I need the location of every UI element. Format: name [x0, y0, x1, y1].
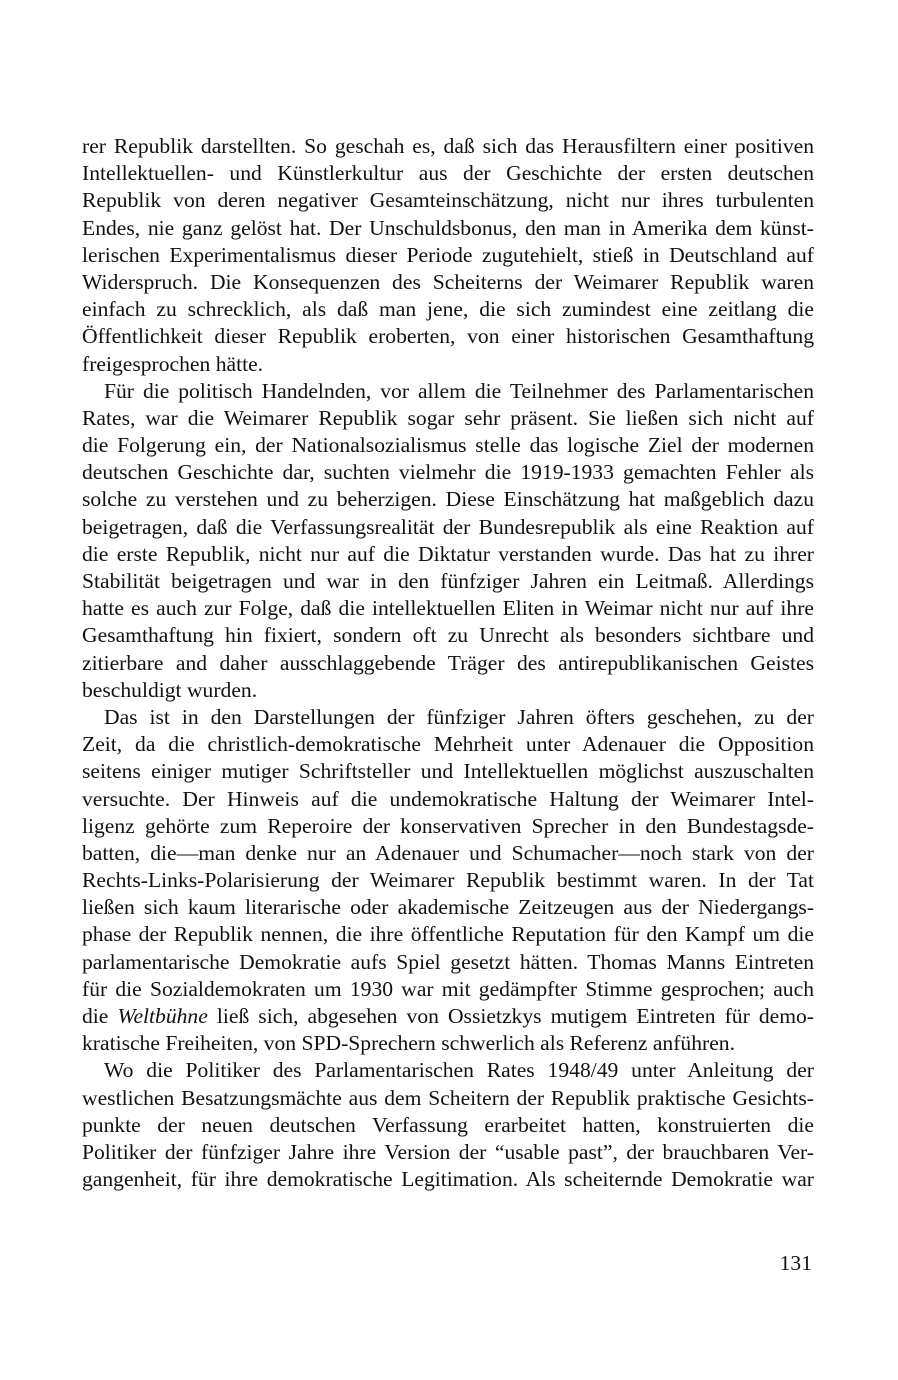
paragraph: [82, 378, 814, 704]
text-line: Gesamthaftung hin fixiert, sondern oft zu Unrecht als besonders sichtbare und: [82, 623, 814, 648]
text-line: Widerspruch. Die Konsequenzen des Scheiterns der Weimarer Republik waren: [82, 269, 814, 294]
text-line: Stabilität beigetragen und war in den fünfziger Jahren ein Leitmaß. Allerdings: [82, 569, 814, 593]
text-line: hatte es auch zur Folge, daß die intellektuellen Eliten in Weimar nicht nur auf ihre: [82, 596, 814, 621]
paragraph: [82, 133, 814, 378]
paragraph: [82, 704, 814, 1057]
text-line: zitierbare and daher ausschlaggebende Träger des antirepublikanischen Geistes: [82, 650, 814, 675]
text-line: beigetragen, daß die Verfassungsrealität der Bundesrepublik als eine Reaktion auf: [82, 514, 814, 539]
text-line: seitens einiger mutiger Schriftsteller und Intellektuellen möglichst auszuschalten: [82, 759, 814, 784]
text-line: lerischen Experimentalismus dieser Periode zugutehielt, stieß in Deutschland auf: [82, 242, 814, 267]
text-line: rer Republik darstellten. So geschah es, daß sich das Herausfiltern einer positiven: [82, 134, 814, 158]
text-line: Zeit, da die christlich-demokratische Mehrheit unter Adenauer die Opposition: [82, 732, 814, 757]
body-text: [82, 133, 814, 1193]
text-line: die erste Republik, nicht nur auf die Diktatur verstanden wurde. Das hat zu ihrer: [82, 541, 814, 566]
text-line: Öffentlichkeit dieser Republik eroberten, von einer historischen Gesamthaftung: [82, 324, 814, 349]
text-line: versuchte. Der Hinweis auf die undemokratische Haltung der Weimarer Intel-: [82, 786, 814, 811]
text-line: ligenz gehörte zum Reperoire der konservativen Sprecher in den Bundestagsde-: [82, 813, 814, 838]
text-line: Rates, war die Weimarer Republik sogar sehr präsent. Sie ließen sich nicht auf: [82, 405, 814, 430]
text-line: Für die politisch Handelnden, vor allem die Teilnehmer des Parlamentarischen: [104, 378, 814, 403]
text-line: Politiker der fünfziger Jahre ihre Version der “usable past”, der brauchbaren Ver-: [82, 1139, 814, 1164]
text-line: kratische Freiheiten, von SPD-Sprechern schwerlich als Referenz anführen.: [82, 1031, 735, 1056]
text-line: solche zu verstehen und zu beherzigen. Diese Einschätzung hat maßgeblich dazu: [82, 487, 814, 512]
text-line: westlichen Besatzungsmächte aus dem Scheitern der Republik praktische Gesichts-: [82, 1085, 814, 1110]
text-line: batten, die—man denke nur an Adenauer und Schumacher—noch stark von der: [82, 840, 814, 865]
text-line: für die Sozialdemokraten um 1930 war mit gedämpfter Stimme gesprochen; auch: [82, 976, 814, 1001]
text-line: freigesprochen hätte.: [82, 351, 264, 376]
text-line: gangenheit, für ihre demokratische Legitimation. Als scheiternde Demokratie war: [82, 1167, 814, 1192]
paragraph: [82, 1057, 814, 1193]
text-line: die Folgerung ein, der Nationalsozialismus stelle das logische Ziel der modernen: [82, 433, 814, 458]
text-line: deutschen Geschichte dar, suchten vielmehr die 1919-1933 gemachten Fehler als: [82, 460, 814, 485]
text-line: die Weltbühne ließ sich, abgesehen von Ossietzkys mutigem Eintreten für demo-: [82, 1004, 814, 1028]
text-line: Rechts-Links-Polarisierung der Weimarer Republik bestimmt waren. In der Tat: [82, 868, 814, 893]
text-line: beschuldigt wurden.: [82, 677, 258, 702]
text-line: Intellektuellen- und Künstlerkultur aus der Geschichte der ersten deutschen: [82, 161, 814, 186]
text-line: Endes, nie ganz gelöst hat. Der Unschuldsbonus, den man in Amerika dem künst-: [82, 215, 814, 240]
text-line: Wo die Politiker des Parlamentarischen Rates 1948/49 unter Anleitung der: [104, 1058, 814, 1083]
text-line: Republik von deren negativer Gesamteinschätzung, nicht nur ihres turbulenten: [82, 188, 814, 213]
text-line: parlamentarische Demokratie aufs Spiel gesetzt hätten. Thomas Manns Eintreten: [82, 949, 814, 974]
text-line: einfach zu schrecklich, als daß man jene, die sich zumindest eine zeitlang die: [82, 297, 814, 322]
italic-title: Weltbühne: [117, 1004, 208, 1028]
text-line: ließen sich kaum literarische oder akademische Zeitzeugen aus der Niedergangs-: [82, 895, 814, 920]
text-line: punkte der neuen deutschen Verfassung erarbeitet hatten, konstruierten die: [82, 1112, 814, 1137]
page-number: 131: [779, 1251, 812, 1275]
text-line: Das ist in den Darstellungen der fünfziger Jahren öfters geschehen, zu der: [104, 704, 814, 729]
text-line: phase der Republik nennen, die ihre öffentliche Reputation für den Kampf um die: [82, 922, 814, 947]
